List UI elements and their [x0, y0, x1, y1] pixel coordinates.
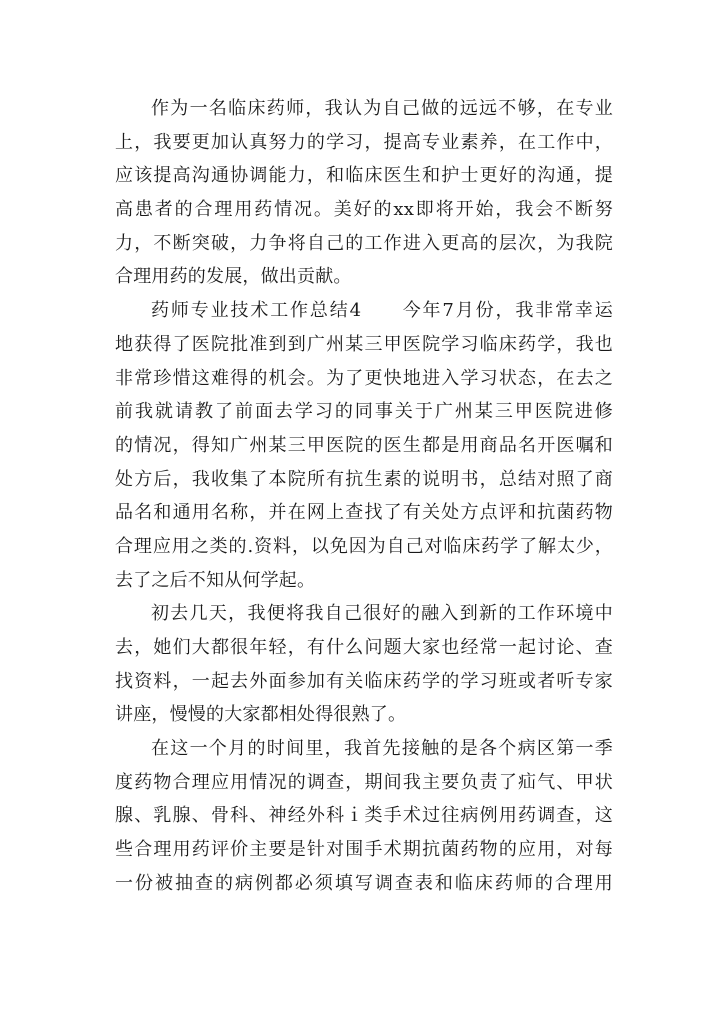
text-line: 的情况，得知广州某三甲医院的医生都是用商品名开医嘱和 [115, 434, 613, 456]
text-line: 些合理用药评价主要是针对围手术期抗菌药物的应用，对每 [115, 839, 613, 861]
text-line: 合理应用之类的.资料，以免因为自己对临床药学了解太少， [115, 535, 613, 557]
text-line: 非常珍惜这难得的机会。为了更快地进入学习状态，在去之 [115, 367, 613, 389]
text-line: 地获得了医院批准到到广州某三甲医院学习临床药学，我也 [115, 333, 613, 355]
paragraph [115, 732, 613, 900]
text-line: 度药物合理应用情况的调查，期间我主要负责了疝气、甲状 [115, 771, 613, 793]
text-line: 药师专业技术工作总结4 今年7月份，我非常幸运 [151, 300, 613, 322]
text-line: 力，不断突破，力争将自己的工作进入更高的层次，为我院 [115, 232, 613, 254]
document-body [115, 92, 613, 901]
text-line: 腺、乳腺、骨科、神经外科ｉ类手术过往病例用药调查，这 [115, 805, 613, 827]
paragraph [115, 597, 613, 732]
text-line: 在这一个月的时间里，我首先接触的是各个病区第一季 [151, 738, 613, 760]
text-line: 找资料，一起去外面参加有关临床药学的学习班或者听专家 [115, 670, 613, 692]
text-line: 处方后，我收集了本院所有抗生素的说明书，总结对照了商 [115, 468, 613, 490]
text-line: 一份被抽查的病例都必须填写调查表和临床药师的合理用 [115, 872, 613, 894]
text-line: 作为一名临床药师，我认为自己做的远远不够，在专业 [151, 98, 613, 119]
text-line: 初去几天，我便将我自己很好的融入到新的工作环境中 [151, 603, 613, 625]
text-line: 品名和通用名称，并在网上查找了有关处方点评和抗菌药物 [115, 502, 613, 524]
text-line: 上，我要更加认真努力的学习，提高专业素养，在工作中， [115, 131, 613, 153]
paragraph [115, 294, 613, 597]
text-line: 去了之后不知从何学起。 [115, 569, 316, 591]
text-line: 讲座，慢慢的大家都相处得很熟了。 [115, 704, 407, 726]
text-line: 前我就请教了前面去学习的同事关于广州某三甲医院进修 [115, 401, 613, 423]
text-line: 高患者的合理用药情况。美好的xx即将开始，我会不断努 [115, 199, 613, 221]
paragraph [115, 92, 613, 294]
text-line: 合理用药的发展，做出贡献。 [115, 266, 352, 288]
text-line: 去，她们大都很年轻，有什么问题大家也经常一起讨论、查 [115, 637, 613, 658]
text-line: 应该提高沟通协调能力，和临床医生和护士更好的沟通，提 [115, 165, 613, 187]
